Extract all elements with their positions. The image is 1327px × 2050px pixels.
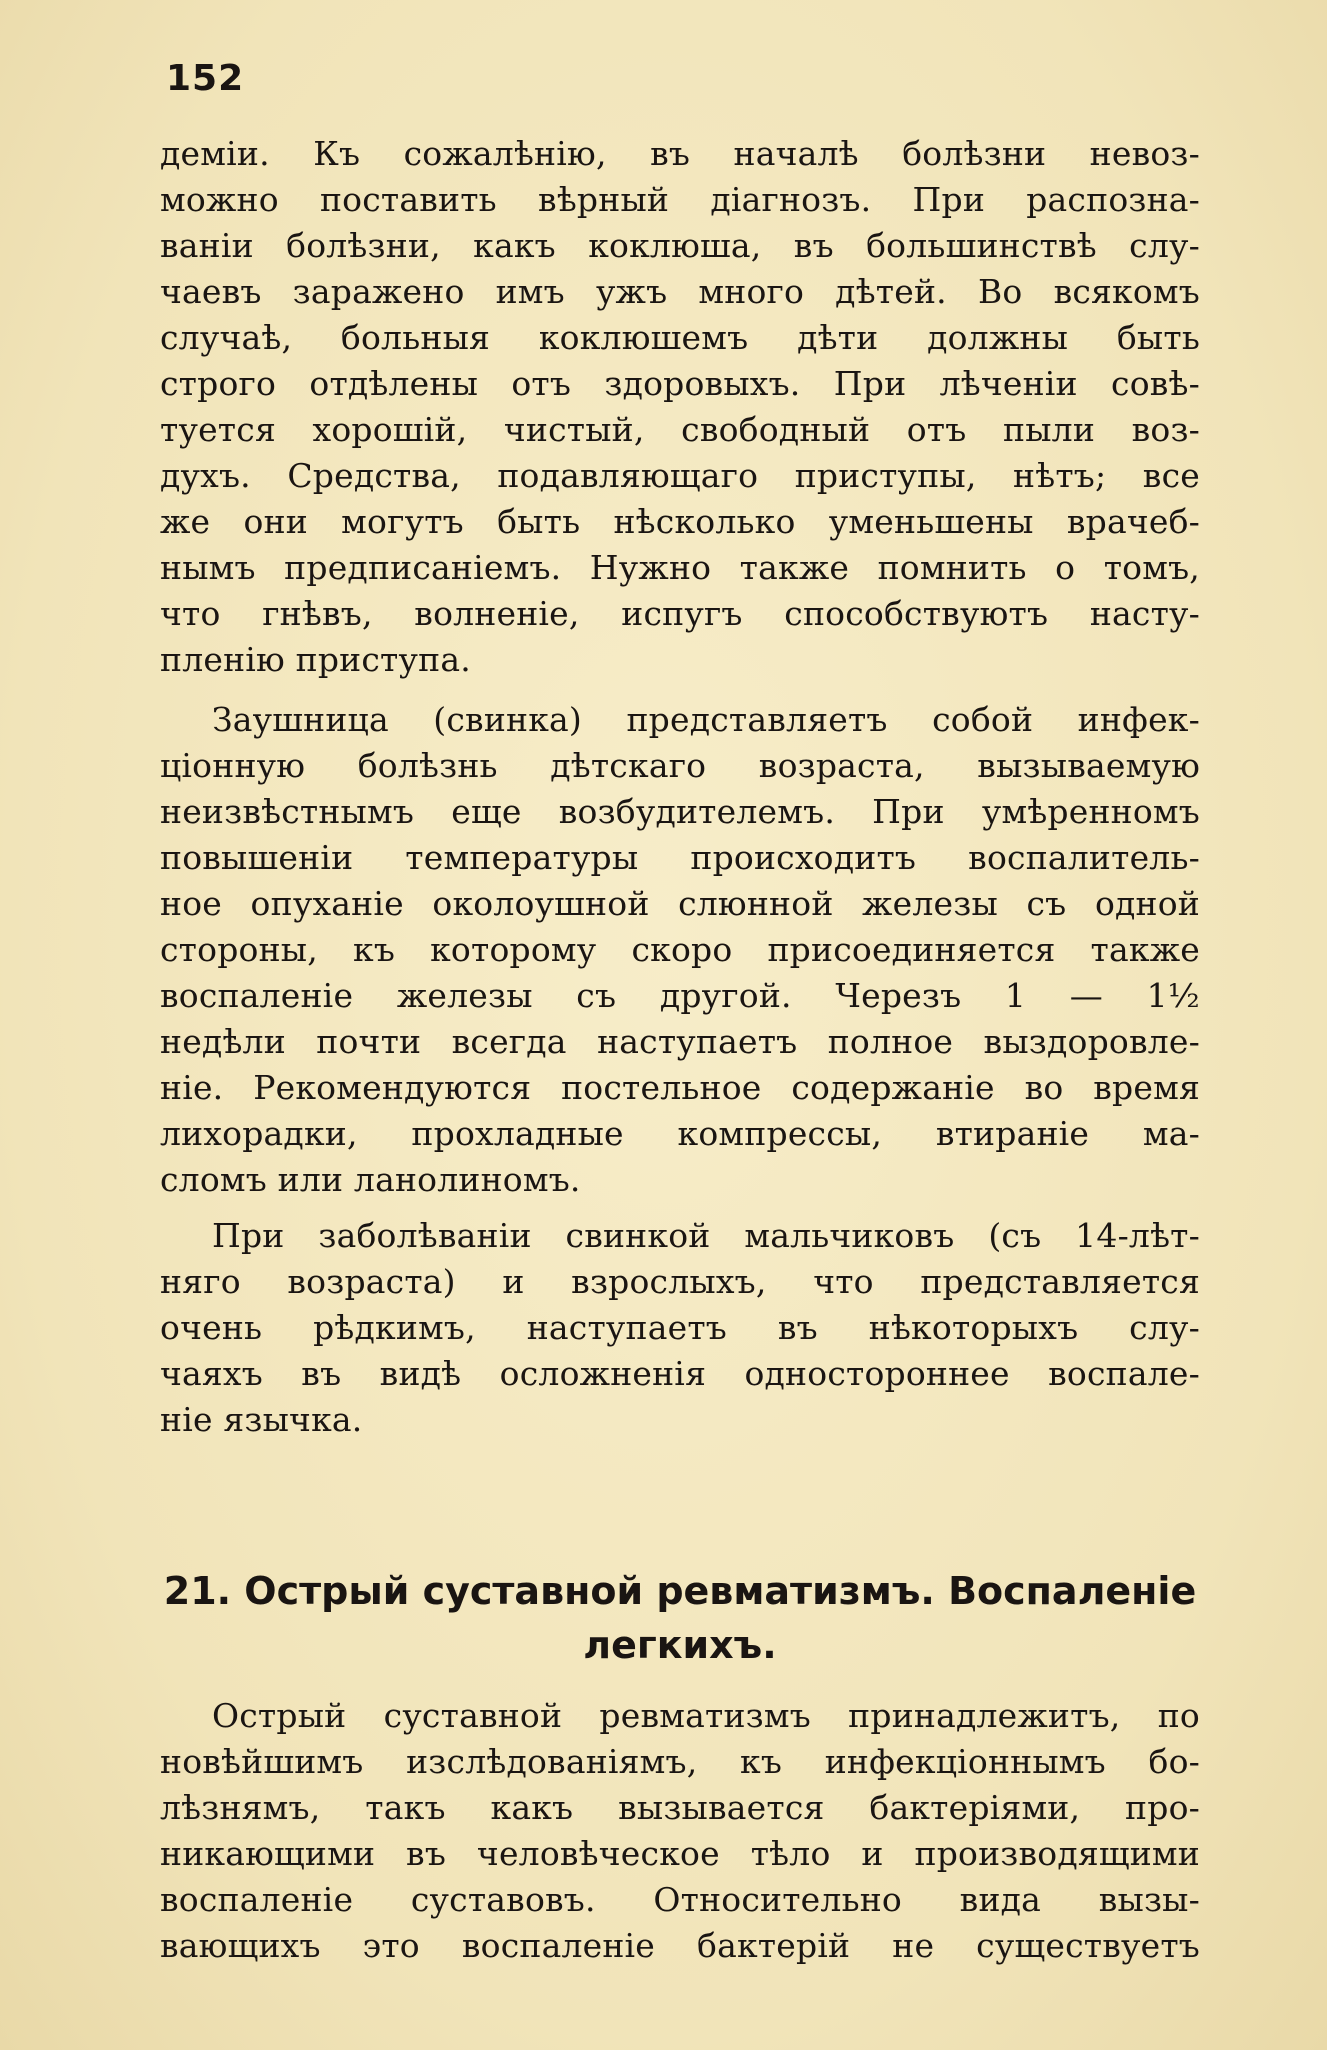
text-line: туется хорошій, чистый, свободный отъ пыли воз- — [160, 410, 1200, 449]
text-line: повышеніи температуры происходитъ воспалитель- — [160, 838, 1200, 877]
text-line: недѣли почти всегда наступаетъ полное выздоровле- — [160, 1022, 1200, 1061]
text-line: что гнѣвъ, волненіе, испугъ способствуютъ насту- — [160, 594, 1200, 633]
text-line: неизвѣстнымъ еще возбудителемъ. При умѣренномъ — [160, 792, 1200, 831]
text-line: При заболѣваніи свинкой мальчиковъ (съ 14-лѣт- — [212, 1216, 1200, 1255]
text-line: Острый суставной ревматизмъ принадлежитъ, по — [212, 1696, 1200, 1735]
text-line: новѣйшимъ изслѣдованіямъ, къ инфекціоннымъ бо- — [160, 1742, 1200, 1781]
text-line: вающихъ это воспаленіе бактерій не существуетъ — [160, 1926, 1200, 1965]
text-line: лихорадки, прохладные компрессы, втираніе ма- — [160, 1114, 1200, 1153]
text-line: ное опуханіе околоушной слюнной железы съ одной — [160, 884, 1200, 923]
text-line: случаѣ, больныя коклюшемъ дѣти должны быть — [160, 318, 1200, 357]
text-line: же они могутъ быть нѣсколько уменьшены врачеб- — [160, 502, 1200, 541]
text-line: никающими въ человѣческое тѣло и производящими — [160, 1834, 1200, 1873]
text-line: ніе. Рекомендуются постельное содержаніе во время — [160, 1068, 1200, 1107]
text-line: ваніи болѣзни, какъ коклюша, въ большинствѣ слу- — [160, 226, 1200, 265]
text-line: чаевъ заражено имъ ужъ много дѣтей. Во всякомъ — [160, 272, 1200, 311]
text-line: стороны, къ которому скоро присоединяется также — [160, 930, 1200, 969]
section-heading-line: легкихъ. — [583, 1623, 777, 1667]
text-line: лѣзнямъ, такъ какъ вызывается бактеріями, про- — [160, 1788, 1200, 1827]
text-line: Заушница (свинка) представляетъ собой инфек- — [212, 700, 1200, 739]
text-line: ніе язычка. — [160, 1400, 363, 1439]
text-line: очень рѣдкимъ, наступаетъ въ нѣкоторыхъ слу- — [160, 1308, 1200, 1347]
text-line: няго возраста) и взрослыхъ, что представляется — [160, 1262, 1200, 1301]
text-line: можно поставить вѣрный діагнозъ. При распозна- — [160, 180, 1200, 219]
section-heading-line: 21. Острый суставной ревматизмъ. Воспаленіе — [163, 1569, 1197, 1613]
text-line: пленію приступа. — [160, 640, 471, 679]
text-line: воспаленіе железы съ другой. Черезъ 1 — 1½ — [160, 976, 1200, 1015]
text-line: сломъ или ланолиномъ. — [160, 1160, 581, 1199]
text-line: деміи. Къ сожалѣнію, въ началѣ болѣзни невоз- — [160, 134, 1200, 173]
text-line: воспаленіе суставовъ. Относительно вида вызы- — [160, 1880, 1200, 1919]
text-line: строго отдѣлены отъ здоровыхъ. При лѣченіи совѣ- — [160, 364, 1200, 403]
text-line: духъ. Средства, подавляющаго приступы, нѣтъ; все — [160, 456, 1200, 495]
text-line: чаяхъ въ видѣ осложненія одностороннее воспале- — [160, 1354, 1200, 1393]
page-number: 152 — [166, 58, 245, 99]
text-line: ціонную болѣзнь дѣтскаго возраста, вызываемую — [160, 746, 1200, 785]
text-line: нымъ предписаніемъ. Нужно также помнить о томъ, — [160, 548, 1200, 587]
